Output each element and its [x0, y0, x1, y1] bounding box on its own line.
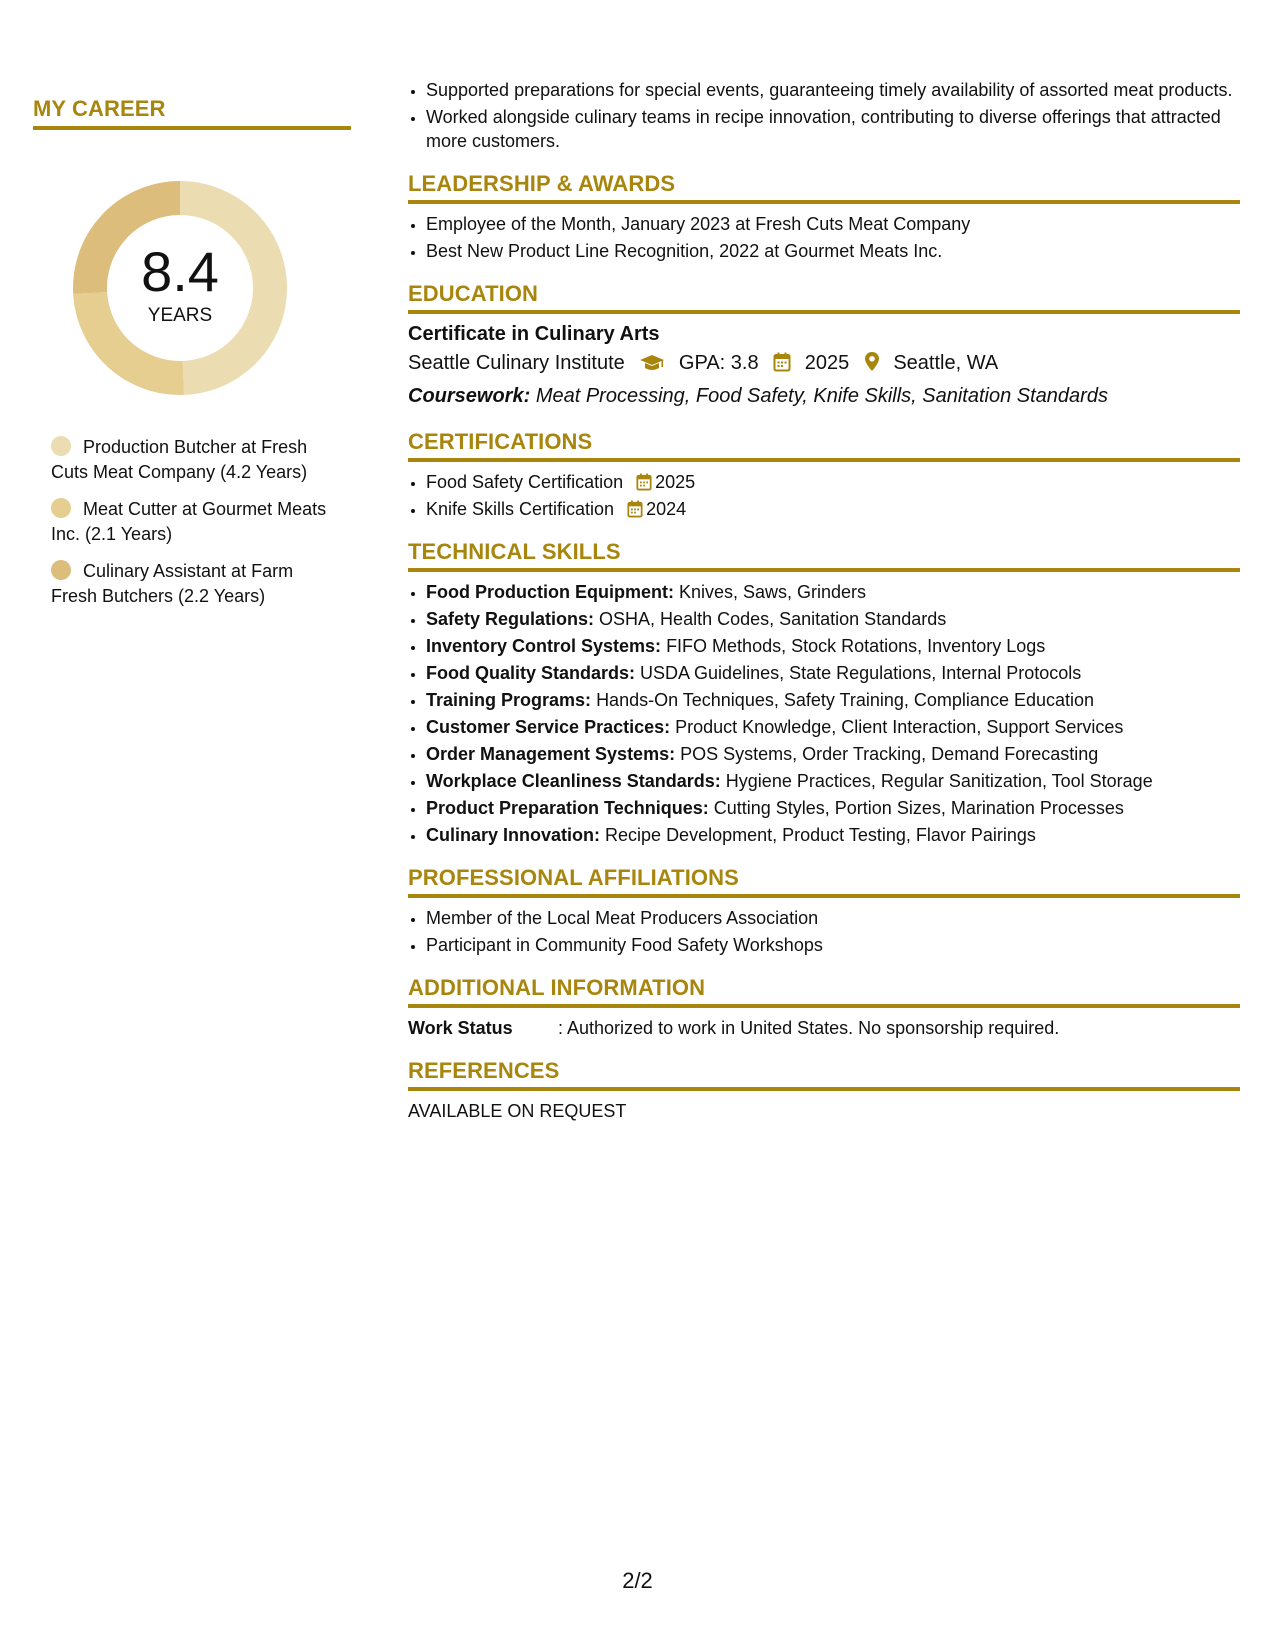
career-legend	[51, 435, 336, 609]
education-details	[408, 348, 1240, 381]
skill-value: Product Knowledge, Client Interaction, Support Services	[675, 717, 1124, 737]
skill-label: Safety Regulations:	[426, 609, 595, 629]
references-title: REFERENCES	[408, 1058, 1240, 1091]
leadership-section	[408, 171, 1240, 263]
leadership-title: LEADERSHIP & AWARDS	[408, 171, 1240, 204]
main-column	[408, 78, 1240, 1123]
coursework-text: Meat Processing, Food Safety, Knife Skills, Sanitation Standards	[535, 385, 1108, 407]
affiliations-list	[408, 906, 1240, 957]
calendar-icon	[773, 351, 791, 381]
legend-item	[51, 559, 336, 609]
skill-label: Food Production Equipment:	[426, 582, 674, 602]
page-number: 2/2	[622, 1568, 653, 1593]
skill-value: Recipe Development, Product Testing, Flavor Pairings	[605, 825, 1036, 845]
education-location: Seattle, WA	[893, 352, 999, 374]
skill-label: Customer Service Practices:	[426, 717, 671, 737]
certification-name: Food Safety Certification	[426, 472, 624, 492]
education-degree: Certificate in Culinary Arts	[408, 323, 660, 345]
total-years-unit: YEARS	[147, 305, 213, 326]
skill-item	[426, 688, 1240, 712]
legend-item	[51, 435, 336, 485]
legend-label: Production Butcher at Fresh Cuts Meat Company (4.2 Years)	[51, 437, 308, 482]
calendar-icon	[636, 473, 652, 491]
affiliation-item: • Participant in Community Food Safety Workshops	[426, 933, 1240, 957]
certification-year: 2025	[655, 472, 696, 492]
skill-label: Culinary Innovation:	[426, 825, 601, 845]
education-year: 2025	[804, 352, 850, 374]
affiliations-title: PROFESSIONAL AFFILIATIONS	[408, 865, 1240, 898]
skill-value: OSHA, Health Codes, Sanitation Standards	[599, 609, 947, 629]
legend-dot	[51, 560, 71, 580]
skill-value: Knives, Saws, Grinders	[678, 582, 867, 602]
skill-item	[426, 769, 1240, 793]
certifications-section	[408, 429, 1240, 521]
skill-label: Training Programs:	[426, 690, 592, 710]
skill-value: POS Systems, Order Tracking, Demand Forecasting	[680, 744, 1099, 764]
certification-year: 2024	[646, 499, 687, 519]
donut-center	[67, 175, 293, 401]
career-sidebar	[33, 96, 351, 621]
skills-section	[408, 539, 1240, 847]
skill-value: Hands-On Techniques, Safety Training, Compliance Education	[596, 690, 1095, 710]
additional-title: ADDITIONAL INFORMATION	[408, 975, 1240, 1008]
affiliations-section	[408, 865, 1240, 957]
legend-item	[51, 497, 336, 547]
experience-bullet: • Worked alongside culinary teams in recipe innovation, contributing to diverse offerings that attracted more customers.	[426, 105, 1240, 153]
certifications-list	[408, 470, 1240, 521]
work-status-row	[408, 1016, 1240, 1040]
education-section	[408, 281, 1240, 411]
skill-value: FIFO Methods, Stock Rotations, Inventory Logs	[666, 636, 1046, 656]
skill-item	[426, 823, 1240, 847]
skill-label: Workplace Cleanliness Standards:	[426, 771, 721, 791]
skill-value: Cutting Styles, Portion Sizes, Marination Processes	[713, 798, 1124, 818]
certifications-title: CERTIFICATIONS	[408, 429, 1240, 462]
skill-item	[426, 634, 1240, 658]
skills-list	[408, 580, 1240, 847]
skill-item	[426, 742, 1240, 766]
certification-item	[426, 497, 1240, 521]
skill-value: Hygiene Practices, Regular Sanitization, Tool Storage	[725, 771, 1153, 791]
skill-value: USDA Guidelines, State Regulations, Internal Protocols	[640, 663, 1082, 683]
certification-name: Knife Skills Certification	[426, 499, 615, 519]
references-text: AVAILABLE ON REQUEST	[408, 1101, 627, 1121]
coursework-label: Coursework:	[408, 385, 531, 407]
education-title: EDUCATION	[408, 281, 1240, 314]
skill-item	[426, 796, 1240, 820]
total-years-value: 8.4	[141, 240, 219, 303]
career-donut-chart	[67, 175, 293, 401]
skill-label: Order Management Systems:	[426, 744, 676, 764]
skill-label: Food Quality Standards:	[426, 663, 636, 683]
skill-item	[426, 607, 1240, 631]
work-status-value: : Authorized to work in United States. No sponsorship required.	[558, 1018, 1060, 1038]
education-school: Seattle Culinary Institute	[408, 352, 625, 374]
skill-label: Inventory Control Systems:	[426, 636, 662, 656]
legend-dot	[51, 436, 71, 456]
skill-item	[426, 715, 1240, 739]
education-gpa: GPA: 3.8	[678, 352, 759, 374]
experience-bullet: • Supported preparations for special events, guaranteeing timely availability of assorted meat products.	[426, 78, 1240, 102]
career-title: MY CAREER	[33, 96, 351, 130]
leadership-list	[408, 212, 1240, 263]
certification-item	[426, 470, 1240, 494]
leadership-item: • Best New Product Line Recognition, 2022 at Gourmet Meats Inc.	[426, 239, 1240, 263]
certification-date	[627, 497, 686, 521]
calendar-icon	[627, 500, 643, 518]
graduation-cap-icon	[639, 351, 665, 381]
experience-bullets	[408, 78, 1240, 153]
additional-section	[408, 975, 1240, 1040]
work-status-label: Work Status	[408, 1018, 513, 1038]
legend-label: Meat Cutter at Gourmet Meats Inc. (2.1 Years)	[51, 499, 327, 544]
leadership-item: • Employee of the Month, January 2023 at Fresh Cuts Meat Company	[426, 212, 1240, 236]
skill-item	[426, 580, 1240, 604]
skill-item	[426, 661, 1240, 685]
education-coursework	[408, 381, 1240, 411]
skills-title: TECHNICAL SKILLS	[408, 539, 1240, 572]
references-section	[408, 1058, 1240, 1123]
skill-label: Product Preparation Techniques:	[426, 798, 709, 818]
map-pin-icon	[864, 351, 880, 381]
legend-dot	[51, 498, 71, 518]
affiliation-item: • Member of the Local Meat Producers Association	[426, 906, 1240, 930]
legend-label: Culinary Assistant at Farm Fresh Butchers (2.2 Years)	[51, 561, 294, 606]
certification-date	[636, 470, 695, 494]
